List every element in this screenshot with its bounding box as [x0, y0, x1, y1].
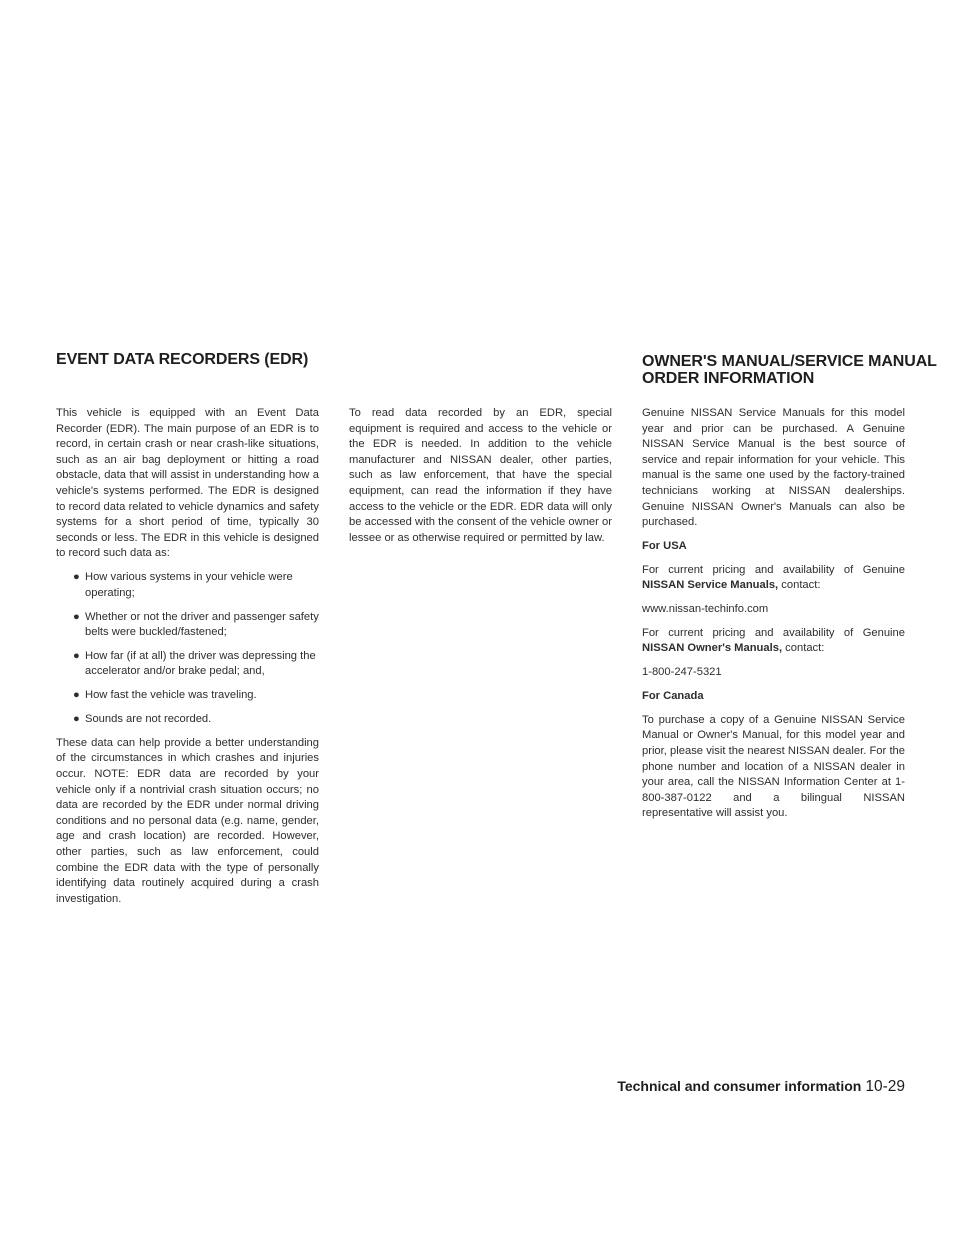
page-footer	[585, 1078, 905, 1095]
list-item: ● How fast the vehicle was traveling.	[56, 688, 319, 704]
edr-body-paragraph-2: To read data recorded by an EDR, special equipment is required and access to the vehicle or the EDR is needed. In addition to the vehicle manufacturer and NISSAN dealer, other parties, such as law enforcement, that have the special equipment, can read the information if they have access to the vehicle or the EDR. EDR data will only be accessed with the consent of the vehicle owner or lessee or as otherwise required or permitted by law.	[349, 407, 612, 544]
section-heading-manual-order: OWNER'S MANUAL/SERVICE MANUAL ORDER INFORMATION	[642, 353, 937, 387]
bullet-icon: ●	[73, 571, 80, 584]
edr-column-2	[349, 406, 612, 546]
edr-data-list	[56, 570, 319, 728]
bullet-icon: ●	[73, 610, 80, 623]
page-number: 10-29	[865, 1078, 905, 1095]
usa-service-manual-paragraph: For current pricing and availability of Genuine NISSAN Service Manuals, contact:	[642, 563, 905, 592]
usa-subheading: For USA	[642, 539, 687, 552]
bullet-icon: ●	[73, 689, 80, 702]
usa-service-url: www.nissan-techinfo.com	[642, 603, 769, 616]
bullet-icon: ●	[73, 713, 80, 726]
list-item: ● How various systems in your vehicle were operating;	[73, 571, 293, 599]
bullet-icon: ●	[73, 649, 80, 662]
usa-owner-manual-paragraph: For current pricing and availability of Genuine NISSAN Owner's Manuals, contact:	[642, 626, 905, 655]
footer-section-title: Technical and consumer information	[617, 1078, 862, 1094]
manual-intro-paragraph: Genuine NISSAN Service Manuals for this model year and prior can be purchased. A Genuine NISSAN Service Manual is the best source of service and repair information for your vehicle. This manual is the same one used by the factory-trained technicians working at NISSAN dealerships. Genuine NISSAN Owner's Manuals can also be purchased.	[642, 407, 905, 529]
usa-phone-number: 1-800-247-5321	[642, 666, 722, 679]
section-heading-edr: EVENT DATA RECORDERS (EDR)	[56, 351, 309, 368]
manual-order-column	[642, 406, 905, 822]
list-item: ● Sounds are not recorded.	[56, 712, 319, 728]
canada-subheading: For Canada	[642, 690, 704, 703]
edr-body-paragraph-1: These data can help provide a better understanding of the circumstances in which crashes and injuries occur. NOTE: EDR data are recorded by your vehicle only if a nontrivial crash situation occurs; no data are recorded by the EDR under normal driving conditions and no personal data (e.g. name, gender, age and crash location) are recorded. However, other parties, such as law enforcement, could combine the EDR data with the type of personally identifying data routinely acquired during a crash investigation.	[56, 736, 319, 905]
list-item: ● Whether or not the driver and passenger safety belts were buckled/fastened;	[73, 610, 319, 639]
canada-paragraph: To purchase a copy of a Genuine NISSAN Service Manual or Owner's Manual, for this model year and prior, please visit the nearest NISSAN dealer. For the phone number and location of a NISSAN dealer in your area, call the NISSAN Information Center at 1-800-387-0122 and a bilingual NISSAN representative will assist you.	[642, 713, 905, 820]
edr-column-1	[56, 406, 319, 907]
list-item: ● How far (if at all) the driver was depressing the accelerator and/or brake pedal; and,	[73, 649, 316, 678]
edr-intro-paragraph: This vehicle is equipped with an Event Data Recorder (EDR). The main purpose of an EDR is to record, in certain crash or near crash-like situations, such as an air bag deployment or hitting a road obstacle, data that will assist in understanding how a vehicle's systems performed. The EDR is designed to record data related to vehicle dynamics and safety systems for a short period of time, typically 30 seconds or less. The EDR in this vehicle is designed to record such data as:	[56, 407, 319, 560]
